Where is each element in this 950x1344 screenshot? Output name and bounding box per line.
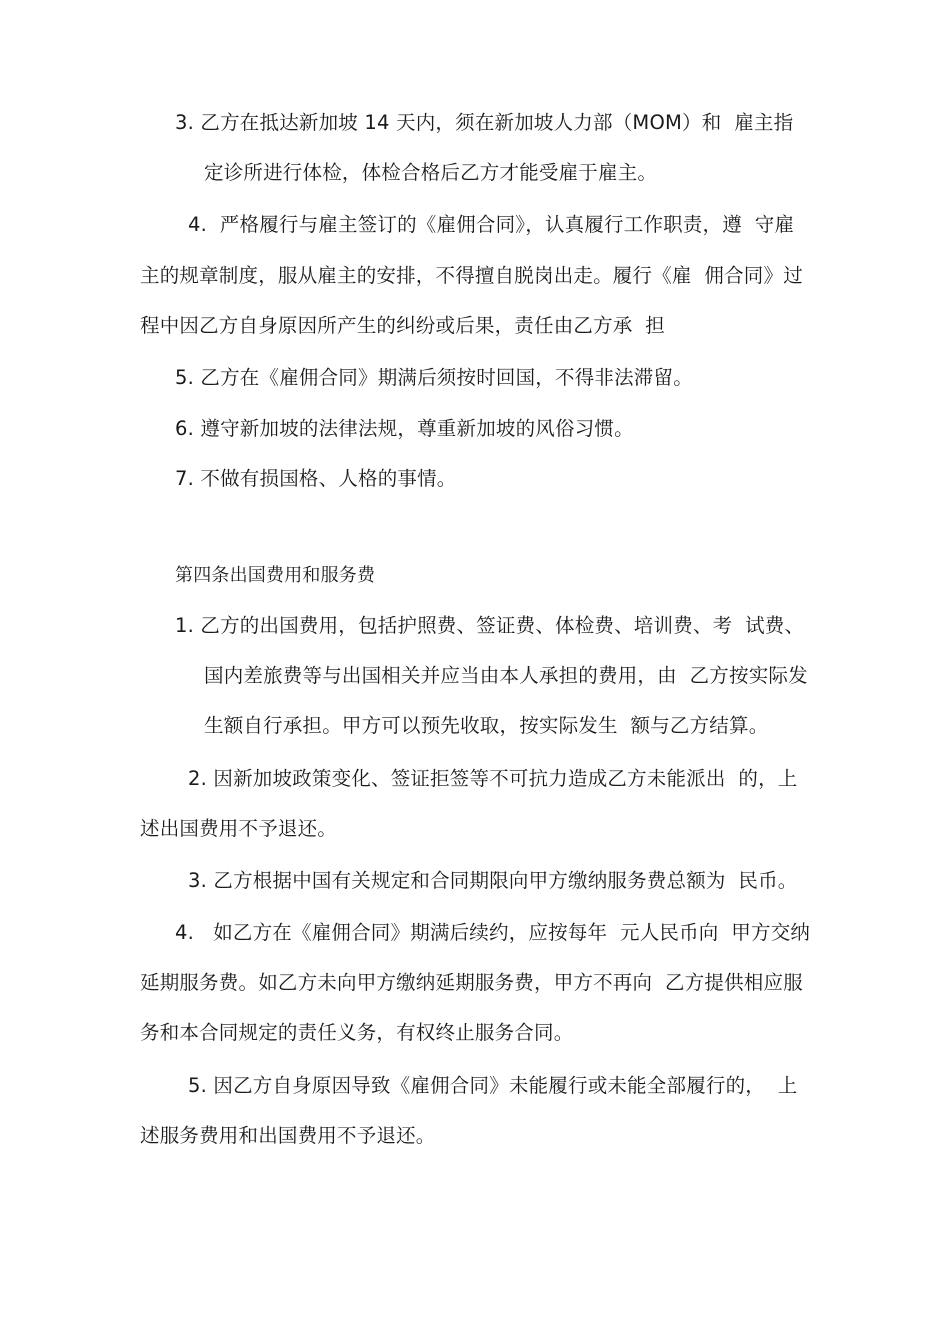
item4-line3: 程中因乙方自身原因所产生的纠纷或后果，责任由乙方承 担 [140, 314, 665, 337]
s4-item5-line1: 5. 因乙方自身原因导致《雇佣合同》未能履行或未能全部履行的， 上 [188, 1074, 798, 1097]
s4-item1-line1: 1. 乙方的出国费用，包括护照费、签证费、体检费、培训费、考 试费、 [175, 614, 805, 637]
item3-line2: 定诊所进行体检，体检合格后乙方才能受雇于雇主。 [204, 161, 658, 184]
s4-item2-line2: 述出国费用不予退还。 [140, 817, 338, 840]
s4-item3-text: 3. 乙方根据中国有关规定和合同期限向甲方缴纳服务费总额为 民币。 [188, 869, 798, 892]
item7-text: 7. 不做有损国格、人格的事情。 [175, 467, 457, 490]
s4-item1-line3: 生额自行承担。甲方可以预先收取，按实际发生 额与乙方结算。 [204, 714, 769, 737]
item4-line1: 4. 严格履行与雇主签订的《雇佣合同》，认真履行工作职责，遵 守雇 [188, 213, 795, 236]
s4-item4-line2: 延期服务费。如乙方未向甲方缴纳延期服务费，甲方不再向 乙方提供相应服 [140, 971, 803, 994]
item3-line1: 3. 乙方在抵达新加坡 14 天内，须在新加坡人力部（MOM）和 雇主指 [175, 111, 794, 134]
item6-text: 6. 遵守新加坡的法律法规，尊重新加坡的风俗习惯。 [175, 417, 634, 440]
s4-item1-line2: 国内差旅费等与出国相关并应当由本人承担的费用，由 乙方按实际发 [204, 664, 808, 687]
s4-item5-line2: 述服务费用和出国费用不予退还。 [140, 1124, 436, 1147]
s4-item4-line3: 务和本合同规定的责任义务，有权终止服务合同。 [140, 1021, 574, 1044]
s4-item4-line1: 4. 如乙方在《雇佣合同》期满后续约，应按每年 元人民币向 甲方交纳 [175, 921, 811, 944]
item4-line2: 主的规章制度，服从雇主的安排，不得擅自脱岗出走。履行《雇 佣合同》过 [140, 264, 803, 287]
item5-text: 5. 乙方在《雇佣合同》期满后须按时回国，不得非法滞留。 [175, 366, 693, 389]
s4-item2-line1: 2. 因新加坡政策变化、签证拒签等不可抗力造成乙方未能派出 的，上 [188, 767, 798, 790]
section4-heading: 第四条出国费用和服务费 [175, 565, 376, 586]
